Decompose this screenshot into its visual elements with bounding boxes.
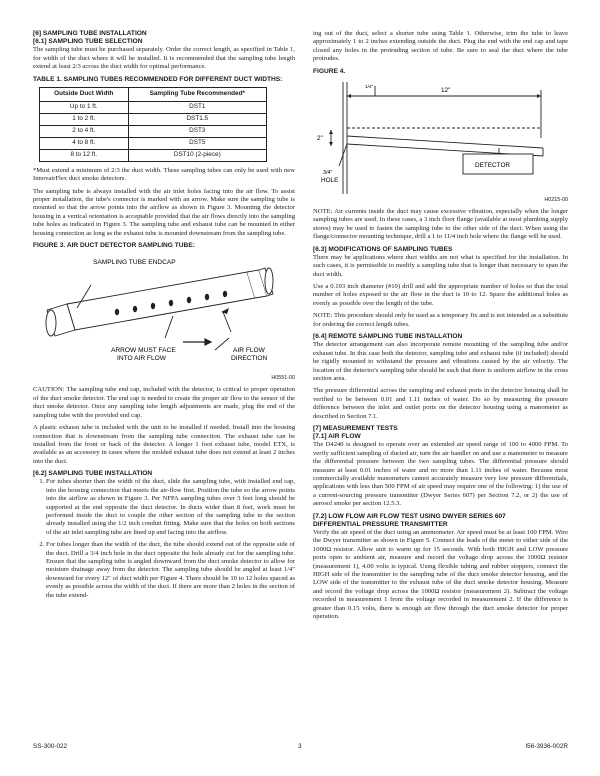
table-header-row bbox=[40, 87, 267, 101]
continued-paragraph: ing out of the duct, select a shorter tube using Table 1. Otherwise, trim the tube to leave approximately 1 to 2 inches extending outside the duct. Plug the end with the end cap and tape closed any holes in the protruding section of tube. Be sure to seal the duct where the tube protrudes. bbox=[313, 30, 568, 63]
section-6-4-paragraph-2: The pressure differential across the sampling and exhaust ports in the detector housing shall be verified to be between 0.01 and 1.11 inches of water. Do so by measuring the pressure difference between the inlet and outlet ports on the detector housing using a manometer as described in Section 7.1. bbox=[313, 387, 568, 420]
list-item: 2. For tubes longer than the width of the duct, the tube should extend out of the opposite side of the duct. Drill a 3/4 inch hole in the duct opposite the hole already cut for the sampling tube. Ensure that the sampling tube is angled downward from the duct smoke detector to allow for moisture drainage away from the detector. The sampling tube should be angled at least 1/4" downward for every 12" of duct width per Figure 4. There should be 10 to 12 holes spaced as evenly as possible across the width of the duct. If there are more than 2 holes in the section of the tube extend- bbox=[46, 541, 295, 600]
left-column bbox=[33, 30, 295, 604]
section-6-4-title: [6.4] REMOTE SAMPLING TUBE INSTALLATION bbox=[313, 333, 463, 341]
caution-paragraph: CAUTION: The sampling tube end cap, included with the detector, is critical to proper operation of the duct smoke detector. The end cap is needed to create the proper air flow to the sensor of the duct smoke detector. Once any sampling tube length adjustments are made, plug the end of the sampling tube with the provided end cap. bbox=[33, 386, 295, 419]
section-6-1-paragraph: The sampling tube must be purchased separately. Order the correct length, as specified in Table 1, for width of the duct where it will be installed. It is recommended that the sampling tube length extend at least 2/3 across the duct width for optimal performance. bbox=[33, 46, 295, 71]
airflow-label-line1: AIR FLOW bbox=[233, 347, 265, 355]
fig4-quarter-label: 1/4" bbox=[365, 84, 374, 90]
exhaust-tube-paragraph: A plastic exhaust tube is included with the unit to be installed if needed. Install into the housing connection that is downstream from the sampling tube connection. The exhaust tube can be installed from the front or back of the detector. A longer 1 foot exhaust tube, model ETX, is available as an accessory in cases where the molded exhaust tube does not extend at least 2 inches into the duct. bbox=[33, 424, 295, 465]
section-6-1-title: [6.1] SAMPLING TUBE SELECTION bbox=[33, 38, 143, 46]
table-row bbox=[40, 101, 267, 113]
sampling-tube-drawing bbox=[33, 252, 295, 376]
section-7-title: [7] MEASUREMENT TESTS bbox=[313, 424, 398, 432]
page-number: 3 bbox=[298, 743, 302, 750]
footer-part-number: I56-3936-002R bbox=[525, 743, 568, 750]
figure-4 bbox=[313, 78, 568, 198]
figure-4-caption: FIGURE 4. bbox=[313, 67, 346, 75]
section-6-3-paragraph-1: There may be applications where duct widths are not what is specified for the installation. In such cases, it is permissible to modify a sampling tube that is longer than necessary to span the duct width. bbox=[313, 253, 568, 278]
section-6-2-title: [6.2] SAMPLING TUBE INSTALLATION bbox=[33, 470, 153, 478]
table-1-title: TABLE 1. SAMPLING TUBES RECOMMENDED FOR DIFFERENT DUCT WIDTHS: bbox=[33, 75, 283, 83]
list-item: 1. For tubes shorter than the width of the duct, slide the sampling tube, with installed end cap, into the housing connection that meets the air-flow first. Position the tube so the arrow points into the airflow as shown in Figure 3. Per NFPA sampling tubes over 3 feet long should be supported at the end opposite the duct detector. In ducts wider than 8 feet, work must be performed inside the duct to couple the other section of the sampling tube to the section already installed using the 1/2 inch conduit fitting. Make sure that the holes on both sections of the air inlet sampling tube are lined up and facing into the airflow. bbox=[46, 478, 295, 537]
fig4-hole-size: 3/4" bbox=[323, 169, 333, 176]
figure-4-id: H0215-00 bbox=[544, 196, 568, 203]
figure-3-id: H0551-00 bbox=[271, 375, 295, 382]
table-cell: 2 to 4 ft. bbox=[40, 125, 129, 137]
section-7-2-title-line1: [7.2] LOW FLOW AIR FLOW TEST USING DWYER SERIES 607 bbox=[313, 512, 506, 520]
arrow-label-line2: INTO AIR FLOW bbox=[117, 355, 166, 363]
table-row bbox=[40, 125, 267, 137]
table-cell: 1 to 2 ft. bbox=[40, 113, 129, 125]
table-row bbox=[40, 113, 267, 125]
table-header-cell: Outside Duct Width bbox=[40, 87, 129, 101]
table-header-cell: Sampling Tube Recommended* bbox=[128, 87, 266, 101]
table-cell: DST5 bbox=[128, 137, 266, 149]
fig4-detector-label: DETECTOR bbox=[475, 161, 511, 169]
figure-3-caption: FIGURE 3. AIR DUCT DETECTOR SAMPLING TUBE: bbox=[33, 242, 195, 250]
figure-3 bbox=[33, 252, 295, 376]
table-cell: DST1 bbox=[128, 101, 266, 113]
table-cell: 8 to 12 ft. bbox=[40, 149, 129, 161]
table-row bbox=[40, 149, 267, 161]
tube-angle-drawing bbox=[313, 78, 568, 198]
section-7-1-paragraph: The D4240 is designed to operate over an extended air speed range of 100 to 4000 FPM. To verify sufficient sampling of ducted air, turn the air handler on and use a manometer to measure the differential pressure between the two sampling tubes. The differential pressure should measure at least 0.01 inches of water and no more than 1.11 inches of water. Because most commercially available manometers cannot accurately measure very low pressure differentials, applications with less than 500 FPM of air speed may require one of the following: 1) the use of a current-sourcing pressure transmitter (Dwyer Series 607) per Section 7.2, or 2) the use of aerosol smoke per section 12.5.3. bbox=[313, 441, 568, 508]
installation-steps bbox=[33, 478, 295, 600]
fig4-hole-label: HOLE bbox=[321, 176, 339, 184]
table-cell: Up to 1 ft. bbox=[40, 101, 129, 113]
section-6-3-paragraph-2: Use a 0.193 inch diameter (#10) drill and add the appropriate number of holes so that the total number of holes exposed to the air flow in the duct is 10 to 12. Space the additional holes as evenly as possible over the length of the tube. bbox=[313, 283, 568, 307]
note-vibration: NOTE: Air currents inside the duct may cause excessive vibration, especially when the longer sampling tubes are used. In these cases, a 3 inch floor flange (available at most plumbing supply stores) may be used to fasten the sampling tube to the other side of the duct. When using the flange/connector mounting technique, drill a 1 to 11/4 inch hole where the flange will be used. bbox=[313, 208, 568, 241]
arrow-label-line1: ARROW MUST FACE bbox=[111, 347, 176, 355]
table-cell: DST10 (2-piece) bbox=[128, 149, 266, 161]
airflow-label-line2: DIRECTION bbox=[231, 355, 268, 363]
section-6-title: [6] SAMPLING TUBE INSTALLATION bbox=[33, 30, 147, 37]
table-cell: DST1.5 bbox=[128, 113, 266, 125]
table-cell: 4 to 8 ft. bbox=[40, 137, 129, 149]
endcap-label: SAMPLING TUBE ENDCAP bbox=[93, 259, 176, 267]
sampling-tube-table bbox=[39, 87, 267, 162]
table-cell: DST3 bbox=[128, 125, 266, 137]
table-footnote: *Must extend a minimum of 2/3 the duct width. These sampling tubes can only be used with new InnovairFlex duct smoke detectors. bbox=[33, 166, 295, 183]
install-paragraph: The sampling tube is always installed with the air inlet holes facing into the air flow. To assist proper installation, the tube's connector is marked with an arrow. Make sure the sampling tube is mounted so that the arrow points into the airflow as shown in Figure 3. Mounting the detector housing in a vertical orientation is acceptable provided that the air flows directly into the sampling tube holes as indicated in Figure 3. The sampling tube and exhaust tube can be mounted in either housing connection as long as the exhaust tube is mounted downstream from the sampling tube. bbox=[33, 187, 295, 237]
table-row bbox=[40, 137, 267, 149]
section-7-2-paragraph: Verify the air speed of the duct using an anemometer. Air speed must be at least 100 FPM. Wire the Dwyer transmitter as shown in Figure 5. Connect the leads of the meter to either side of the 1000Ω resistor. Allow unit to warm up for 15 seconds. With both HIGH and LOW pressure ports open to ambient air, measure and record the voltage drop across the 1000Ω resistor (measurement 1), 4.00 volts is typical. Using flexible tubing and rubber stoppers, connect the HIGH side of the transmitter to the sampling tube of the duct smoke detector housing, and the LOW side of the transmitter to the exhaust tube of the duct smoke detector housing. Measure and record the voltage drop across the 1000Ω resistor (measurement 2). Subtract the voltage recorded in measurement 1 from the voltage recorded in measurement 2. If the difference is greater than 0.15 volts, there is enough air flow through the duct smoke detector for proper operation. bbox=[313, 529, 568, 621]
section-7-1-title: [7.1] AIR FLOW bbox=[313, 433, 361, 441]
fig4-12in-label: 12" bbox=[441, 86, 451, 94]
fig4-2in-label: 2" bbox=[317, 134, 323, 142]
section-6-3-note: NOTE: This procedure should only be used as a temporary fix and is not intended as a substitute for ordering the correct length tubes. bbox=[313, 312, 568, 328]
footer-doc-id: SS-300-022 bbox=[33, 743, 68, 750]
section-6-4-paragraph-1: The detector arrangement can also incorporate remote mounting of the sampling tube and/or exhaust tube. In this case both the detector, sampling tube and exhaust tube (if included) should be rigidly mounted to withstand the pressure and vibrations caused by the air velocity. The location of the detector's sampling tube should be such that there is uniform airflow in the cross section area. bbox=[313, 341, 568, 382]
section-7-2-title-line2: DIFFERENTIAL PRESSURE TRANSMITTER bbox=[313, 520, 448, 528]
right-column bbox=[313, 30, 568, 626]
section-6-3-title: [6.3] MODIFICATIONS OF SAMPLING TUBES bbox=[313, 245, 453, 253]
